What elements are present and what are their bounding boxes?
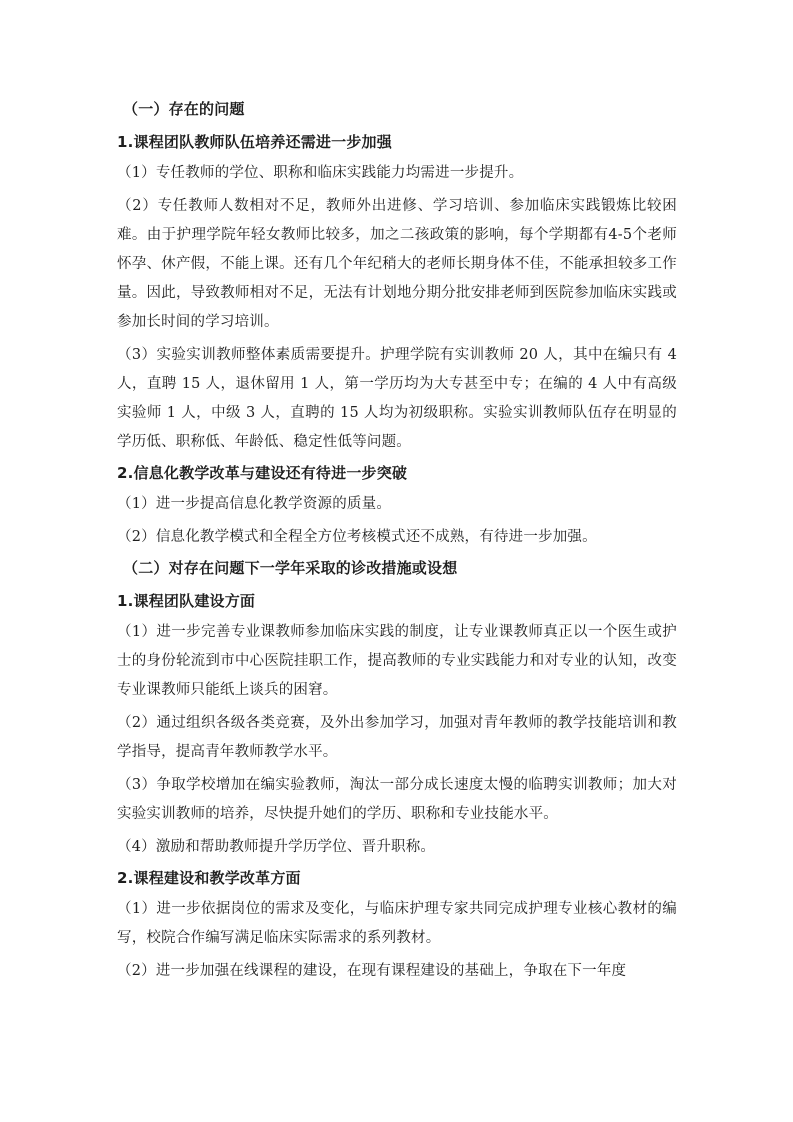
section-heading-measures: （二）对存在问题下一学年采取的诊改措施或设想 — [123, 559, 458, 577]
paragraph-item: （2）专任教师人数相对不足，教师外出进修、学习培训、参加临床实践锻炼比较困难。由于护理学院年轻女教师比较多，加之二孩政策的影响，每个学期都有4-5个老师怀孕、休产假，不能上课。还有几个年纪稍大的老师长期身体不佳，不能承担较多工作量。因此，导致教师相对不足，无法有计划地分期分批安排老师到医院参加临床实践或参加长时间的学习培训。 — [117, 198, 677, 330]
paragraph-item: （3）争取学校增加在编实验教师，淘汰一部分成长速度太慢的临聘实训教师；加大对实验实训教师的培养，尽快提升她们的学历、职称和专业技能水平。 — [117, 777, 677, 822]
paragraph-item: （1）专任教师的学位、职称和临床实践能力均需进一步提升。 — [117, 165, 524, 181]
section-heading-problems: （一）存在的问题 — [123, 100, 245, 118]
subsection-title-course-reform: 2.课程建设和教学改革方面 — [117, 869, 301, 887]
paragraph-item: （1）进一步完善专业课教师参加临床实践的制度，让专业课教师真正以一个医生或护士的身份轮流到市中心医院挂职工作，提高教师的专业实践能力和对专业的认知，改变专业课教师只能纸上谈兵的困窘。 — [117, 624, 677, 698]
paragraph-item: （3）实验实训教师整体素质需要提升。护理学院有实训教师 20 人，其中在编只有 4 人，直聘 15 人，退休留用 1 人，第一学历均为大专甚至中专；在编的 4 人中有高级实验师 1 人，中级 3 人，直聘的 15 人均为初级职称。实验实训教师队伍存在明显的学历低、职称低、年龄低、稳定性低等问题。 — [117, 347, 677, 450]
subsection-title-team: 1.课程团队教师队伍培养还需进一步加强 — [117, 133, 392, 151]
paragraph-item: （2）通过组织各级各类竞赛，及外出参加学习，加强对青年教师的教学技能培训和教学指导，提高青年教师教学水平。 — [117, 715, 677, 760]
paragraph-item: （4）激励和帮助教师提升学历学位、晋升职称。 — [117, 839, 436, 855]
paragraph-item: （1）进一步依据岗位的需求及变化，与临床护理专家共同完成护理专业核心教材的编写，校院合作编写满足临床实际需求的系列教材。 — [117, 901, 677, 946]
paragraph-item: （2）进一步加强在线课程的建设，在现有课程建设的基础上，争取在下一年度 — [117, 963, 627, 979]
paragraph-item: （1）进一步提高信息化教学资源的质量。 — [117, 496, 392, 512]
paragraph-item: （2）信息化教学模式和全程全方位考核模式还不成熟，有待进一步加强。 — [117, 529, 597, 545]
document-page — [117, 93, 677, 986]
subsection-title-informatization: 2.信息化教学改革与建设还有待进一步突破 — [117, 464, 408, 482]
subsection-title-team-building: 1.课程团队建设方面 — [117, 592, 256, 610]
